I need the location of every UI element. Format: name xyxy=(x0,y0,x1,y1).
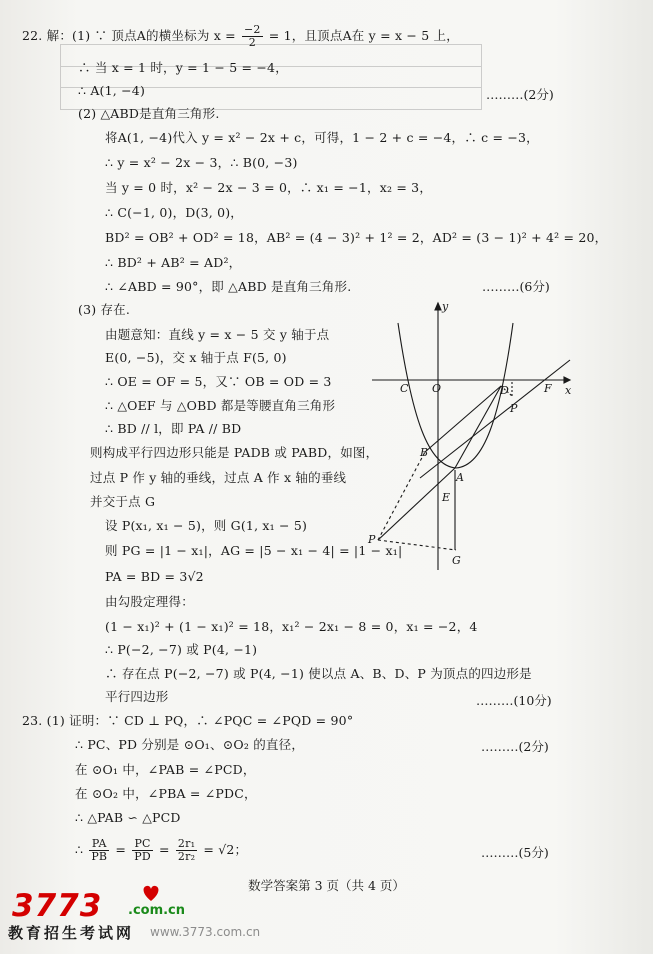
label-F: F xyxy=(544,382,552,395)
q22-line-22: 则 PG = |1 − x₁|，AG = |5 − x₁ − 4| = |1 − x₁| xyxy=(105,543,403,558)
q22-line-25: (1 − x₁)² + (1 − x₁)² = 18，x₁² − 2x₁ − 8 = 0，x₁ = −2，4 xyxy=(105,619,478,634)
q22-line-19: 过点 P 作 y 轴的垂线，过点 A 作 x 轴的垂线 xyxy=(90,470,347,485)
y-axis-arrow xyxy=(435,303,441,310)
fraction-PA-PB xyxy=(89,838,109,863)
site-logo-domain: .com.cn xyxy=(128,903,186,918)
q23-line-3: 在 ⊙O₁ 中，∠PAB = ∠PCD， xyxy=(75,762,256,777)
fraction-denominator: PB xyxy=(91,850,108,863)
q22-line-27: ∴ 存在点 P(−2, −7) 或 P(4, −1) 使以点 A、B、D、P 为顶点的四边形是 xyxy=(105,666,532,681)
fraction-numerator: PA xyxy=(89,838,109,851)
q22-line-1 xyxy=(22,24,459,49)
q23-line-4: 在 ⊙O₂ 中，∠PBA = ∠PDC， xyxy=(75,786,257,801)
segment-PB xyxy=(378,452,425,540)
fraction-denominator: PD xyxy=(134,850,151,863)
site-watermark: www.3773.com.cn xyxy=(150,925,261,939)
q22-line-26: ∴ P(−2, −7) 或 P(4, −1) xyxy=(105,642,258,657)
label-P-top: P xyxy=(510,402,518,415)
label-x: x xyxy=(565,384,572,397)
fraction-denominator: 2 xyxy=(248,36,256,49)
fraction-numerator: −2 xyxy=(243,23,261,36)
q22-line-11: ∴ ∠ABD = 90°，即 △ABD 是直角三角形. xyxy=(105,279,352,294)
q23-score-2: ………(5分) xyxy=(481,845,549,860)
q22-line-2: ∴ 当 x = 1 时，y = 1 − 5 = −4， xyxy=(78,60,288,75)
q22-line-6: ∴ y = x² − 2x − 3，∴ B(0, −3) xyxy=(105,155,298,170)
q23-line-6 xyxy=(75,838,247,863)
q22-line-21: 设 P(x₁, x₁ − 5)，则 G(1, x₁ − 5) xyxy=(105,518,308,533)
label-O: O xyxy=(432,382,442,395)
label-G: G xyxy=(452,554,461,567)
q22-line-15: ∴ OE = OF = 5，又∵ OB = OD = 3 xyxy=(105,374,332,389)
fraction-PC-PD xyxy=(132,838,153,863)
fraction-numerator: 2r₁ xyxy=(177,837,196,850)
label-P-bottom: P xyxy=(368,533,376,546)
label-B: B xyxy=(420,446,429,459)
q22-line-13: 由题意知：直线 y = x − 5 交 y 轴于点 xyxy=(105,327,330,342)
page-footer: 数学答案第 3 页（共 4 页） xyxy=(248,878,405,893)
q22-line-24: 由勾股定理得： xyxy=(105,594,194,609)
q22-line-1-tail: = 1，且顶点A在 y = x − 5 上， xyxy=(264,28,459,43)
q23-line-6-tail: = √2； xyxy=(199,842,248,857)
therefore-symbol: ∴ xyxy=(75,842,88,857)
q22-line-4: (2) △ABD是直角三角形. xyxy=(78,106,220,121)
label-C: C xyxy=(400,382,409,395)
segment-BD xyxy=(425,386,501,452)
q23-score-1: ………(2分) xyxy=(481,739,549,754)
q22-line-20: 并交于点 G xyxy=(90,494,156,509)
q22-score-3: ………(10分) xyxy=(476,693,552,708)
bleed-through-table xyxy=(60,44,482,110)
label-y: y xyxy=(442,300,449,313)
q22-line-18: 则构成平行四边形只能是 PADB 或 PABD，如图， xyxy=(90,445,379,460)
q23-line-1: 23. (1) 证明：∵ CD ⊥ PQ，∴ ∠PQC = ∠PQD = 90° xyxy=(22,713,354,728)
site-logo-number: 3773 xyxy=(12,888,103,924)
site-logo-tagline: 教育招生考试网 xyxy=(8,924,135,942)
line-l xyxy=(420,360,570,478)
x-axis-arrow xyxy=(564,377,570,383)
q22-line-10: ∴ BD² + AB² = AD²， xyxy=(105,255,242,270)
fraction-denominator: 2r₂ xyxy=(177,850,196,863)
q22-score-2: ………(6分) xyxy=(482,279,550,294)
q22-line-7: 当 y = 0 时，x² − 2x − 3 = 0，∴ x₁ = −1，x₂ = 3， xyxy=(105,180,433,195)
equals-sign: = xyxy=(154,842,174,857)
parabola-figure xyxy=(360,298,575,573)
fraction-numerator: PC xyxy=(132,838,153,851)
q22-line-28: 平行四边形 xyxy=(105,689,169,704)
label-E: E xyxy=(442,491,451,504)
perpendicular-PG xyxy=(378,540,456,550)
heart-icon xyxy=(140,883,162,903)
q22-line-12: (3) 存在. xyxy=(78,302,131,317)
label-A: A xyxy=(456,471,464,484)
segment-DA xyxy=(455,386,501,468)
label-D: D xyxy=(500,384,509,397)
q22-score-1: ………(2分) xyxy=(486,87,554,102)
segment-PA xyxy=(378,468,455,540)
q22-line-14: E(0, −5)，交 x 轴于点 F(5, 0) xyxy=(105,350,287,365)
q22-line-1-head: 22. 解：(1) ∵ 顶点A的横坐标为 x = xyxy=(22,28,240,43)
q22-line-16: ∴ △OEF 与 △OBD 都是等腰直角三角形 xyxy=(105,398,336,413)
q23-line-2: ∴ PC、PD 分别是 ⊙O₁、⊙O₂ 的直径， xyxy=(75,737,305,752)
q22-line-23: PA = BD = 3√2 xyxy=(105,569,204,584)
q22-line-5: 将A(1, −4)代入 y = x² − 2x + c，可得，1 − 2 + c = −4，∴ c = −3， xyxy=(105,130,539,145)
q22-line-17: ∴ BD // l，即 PA // BD xyxy=(105,421,242,436)
q22-line-1-fraction xyxy=(242,24,263,49)
q22-line-3: ∴ A(1, −4) xyxy=(78,83,146,98)
q22-line-8: ∴ C(−1, 0)，D(3, 0)， xyxy=(105,205,243,220)
fraction-radius-ratio xyxy=(176,838,197,863)
equals-sign: = xyxy=(111,842,131,857)
q22-line-9: BD² = OB² + OD² = 18，AB² = (4 − 3)² + 1² = 2，AD² = (3 − 1)² + 4² = 20， xyxy=(105,230,608,245)
q23-line-5: ∴ △PAB ∽ △PCD xyxy=(75,810,181,825)
